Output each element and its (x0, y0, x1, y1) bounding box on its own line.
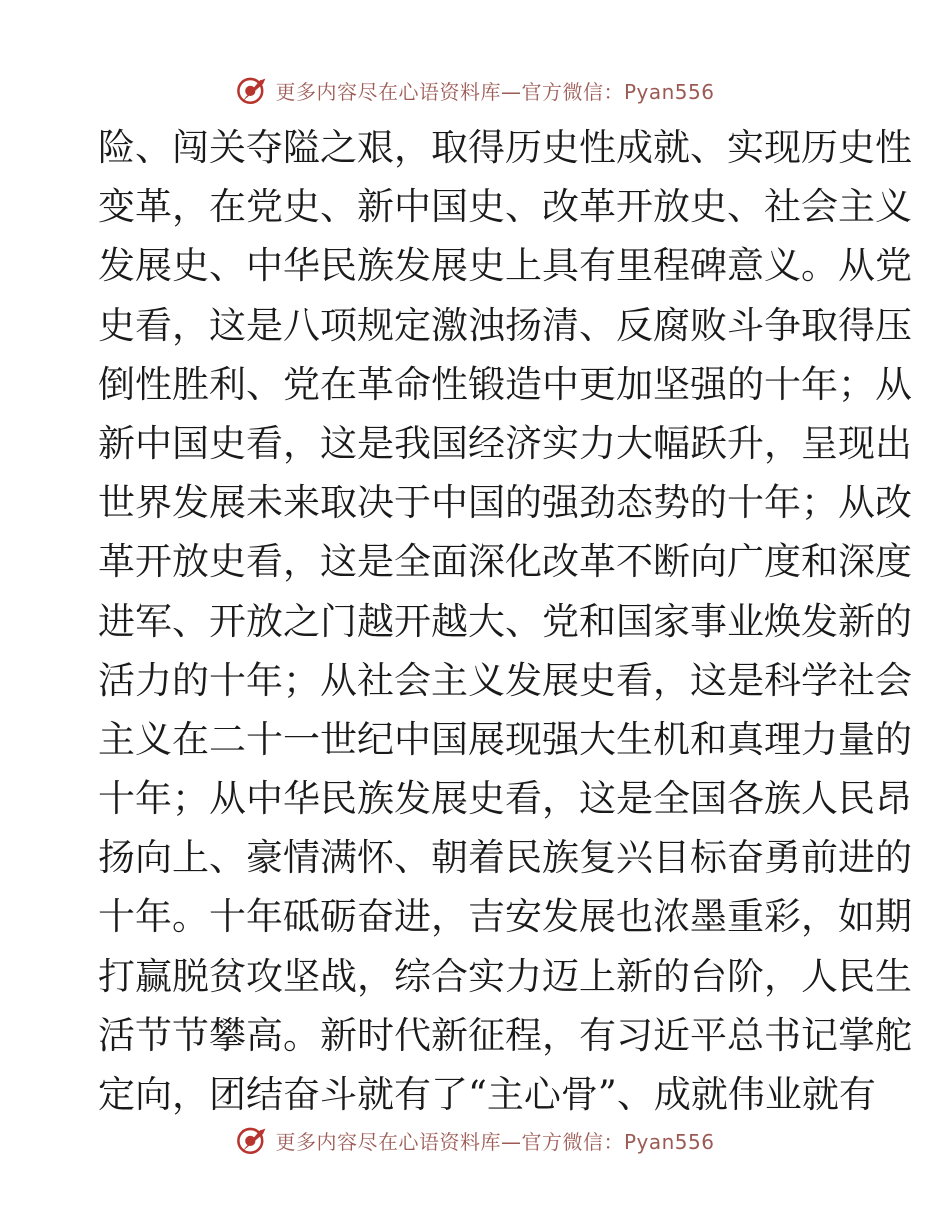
quill-pen-circle-icon (235, 1123, 269, 1157)
body-line: 进军、开放之门越开越大、党和国家事业焕发新的 (98, 599, 912, 643)
document-body (0, 118, 950, 1124)
watermark-text: 更多内容尽在心语资料库—官方微信：Pyan556 (275, 79, 715, 104)
body-line: 新中国史看，这是我国经济实力大幅跃升，呈现出 (98, 421, 912, 465)
body-line: 活力的十年；从社会主义发展史看，这是科学社会 (98, 658, 912, 702)
body-line: 险、闯关夺隘之艰，取得历史性成就、实现历史性 (98, 126, 912, 169)
watermark-text: 更多内容尽在心语资料库—官方微信：Pyan556 (275, 1129, 715, 1154)
body-line: 发展史、中华民族发展史上具有里程碑意义。从党 (98, 244, 912, 288)
body-line: 十年。十年砥砺奋进，吉安发展也浓墨重彩，如期 (98, 895, 912, 939)
body-line: 十年；从中华民族发展史看，这是全国各族人民昂 (98, 777, 912, 821)
body-line: 革开放史看，这是全面深化改革不断向广度和深度 (98, 540, 912, 584)
body-line: 史看，这是八项规定激浊扬清、反腐败斗争取得压 (98, 303, 912, 347)
body-line: 打赢脱贫攻坚战，综合实力迈上新的台阶，人民生 (98, 954, 912, 998)
body-line: 主义在二十一世纪中国展现强大生机和真理力量的 (98, 717, 912, 761)
body-line: 活节节攀高。新时代新征程，有习近平总书记掌舵 (98, 1013, 912, 1057)
footer-watermark (0, 1120, 950, 1160)
body-line: 扬向上、豪情满怀、朝着民族复兴目标奋勇前进的 (98, 836, 912, 880)
header-watermark (0, 70, 950, 110)
body-line: 倒性胜利、党在革命性锻造中更加坚强的十年；从 (98, 362, 912, 406)
quill-pen-circle-icon (235, 73, 269, 107)
body-line: 变革，在党史、新中国史、改革开放史、社会主义 (98, 185, 912, 229)
body-line: 定向，团结奋斗就有了“主心骨”、成就伟业就有 (98, 1073, 876, 1116)
body-line: 世界发展未来取决于中国的强劲态势的十年；从改 (98, 481, 912, 525)
